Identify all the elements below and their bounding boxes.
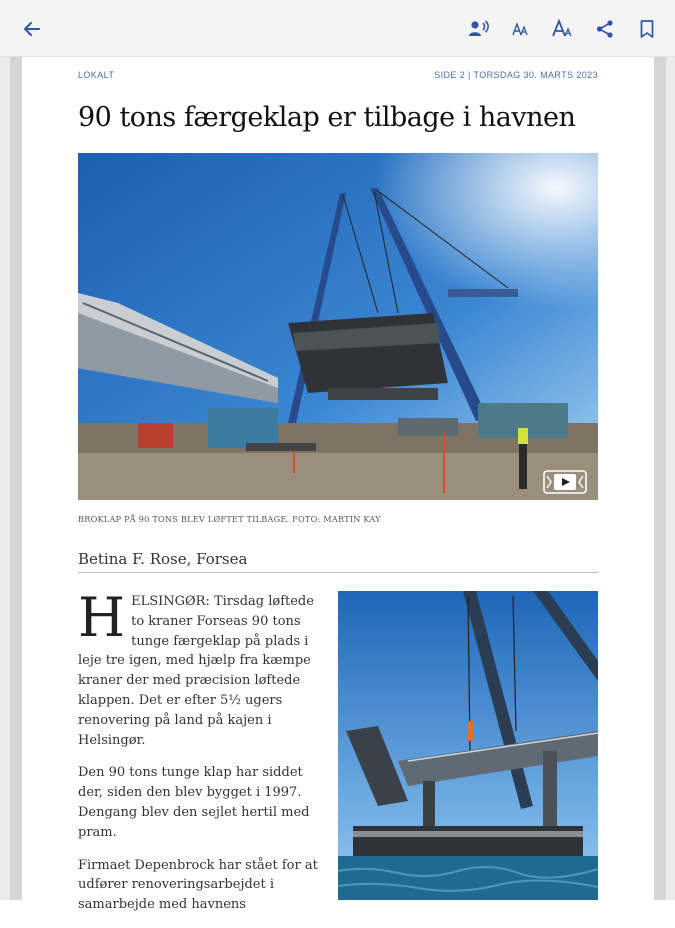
text-to-speech-icon <box>468 19 490 39</box>
paragraph-2: Den 90 tons tunge klap har siddet der, siden den blev bygget i 1997. Dengang blev den sejlet hertil med pram. <box>78 765 310 840</box>
listen-button[interactable] <box>464 14 494 44</box>
arrow-left-icon <box>22 19 42 39</box>
font-increase-button[interactable] <box>548 14 578 44</box>
back-button[interactable] <box>17 14 47 44</box>
paragraph-3: Firmaet Depenbrock har stået for at udfører renoveringsarbejdet i samarbejde med havnens <box>78 857 318 913</box>
bookmark-button[interactable] <box>632 14 662 44</box>
article-byline: Betina F. Rose, Forsea <box>78 550 598 573</box>
article-headline: 90 tons færgeklap er tilbage i havnen <box>78 102 576 133</box>
paragraph-1 <box>78 586 323 750</box>
paragraph-1-text: ELSINGØR: Tirsdag løftede to kraner Forseas 90 tons tunge færgeklap på plads i leje tre igen, med hjælp fra kæmpe kraner der med præcision løftede klappen. Det er efter 5½ ugers renovering på land på kajen i Helsingør. <box>78 594 314 748</box>
page-info: SIDE 2 | TORSDAG 30. MARTS 2023 <box>434 70 598 80</box>
font-size-increase-icon <box>552 19 574 39</box>
main-photo[interactable] <box>78 153 598 500</box>
article-body <box>78 586 323 928</box>
page-edge-right <box>654 57 666 900</box>
secondary-photo[interactable] <box>338 591 598 900</box>
top-toolbar <box>0 0 675 57</box>
play-video-button[interactable] <box>543 470 587 494</box>
bookmark-icon <box>638 19 656 39</box>
share-icon <box>595 19 615 39</box>
section-label: LOKALT <box>78 70 115 80</box>
share-button[interactable] <box>590 14 620 44</box>
font-size-decrease-icon <box>511 19 531 39</box>
drop-cap: H <box>78 586 126 649</box>
play-video-icon <box>543 470 587 494</box>
photo-caption: BROKLAP PÅ 90 TONS BLEV LØFTET TILBAGE. FOTO: MARTIN KAY <box>78 514 381 524</box>
page-edge-left <box>10 57 22 900</box>
font-decrease-button[interactable] <box>506 14 536 44</box>
